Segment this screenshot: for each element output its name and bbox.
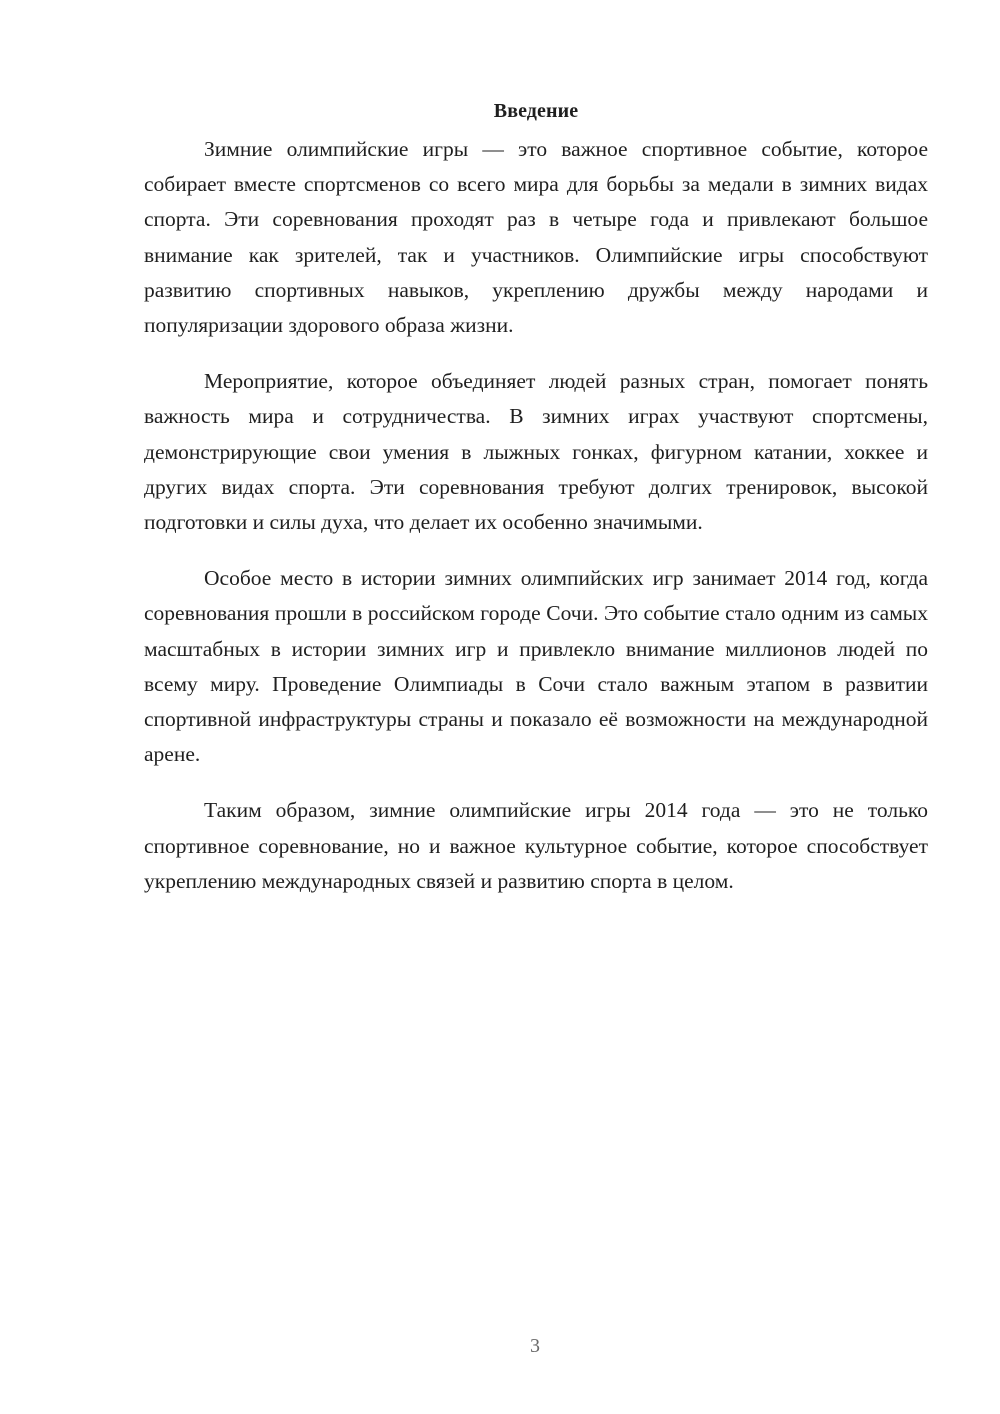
page-number: 3	[530, 1335, 540, 1357]
paragraph-2: Мероприятие, которое объединяет людей разных стран, помогает понять важность мира и сотрудничества. В зимних играх участвуют спортсмены, демонстрирующие свои умения в лыжных гонках, фигурном катании, хоккее и других видах спорта. Эти соревнования требуют долгих тренировок, высокой подготовки и силы духа, что делает их особенно значимыми.	[144, 369, 928, 535]
page-content	[144, 96, 928, 920]
paragraph-3: Особое место в истории зимних олимпийских игр занимает 2014 год, когда соревнования прошли в российском городе Сочи. Это событие стало одним из самых масштабных в истории зимних игр и привлекло внимание миллионов людей по всему миру. Проведение Олимпиады в Сочи стало важным этапом в развитии спортивной инфраструктуры страны и показало её возможности на международной арене.	[144, 566, 928, 767]
paragraph-4: Таким образом, зимние олимпийские игры 2014 года — это не только спортивное соревнование, но и важное культурное событие, которое способствует укреплению международных связей и развитию спорта в целом.	[144, 798, 928, 893]
page-title: Введение	[493, 100, 579, 122]
paragraph-1: Зимние олимпийские игры — это важное спортивное событие, которое собирает вместе спортсменов со всего мира для борьбы за медали в зимних видах спорта. Эти соревнования проходят раз в четыре года и привлекают большое внимание как зрителей, так и участников. Олимпийские игры способствуют развитию спортивных навыков, укреплению дружбы между народами и популяризации здорового образа жизни.	[144, 137, 928, 338]
